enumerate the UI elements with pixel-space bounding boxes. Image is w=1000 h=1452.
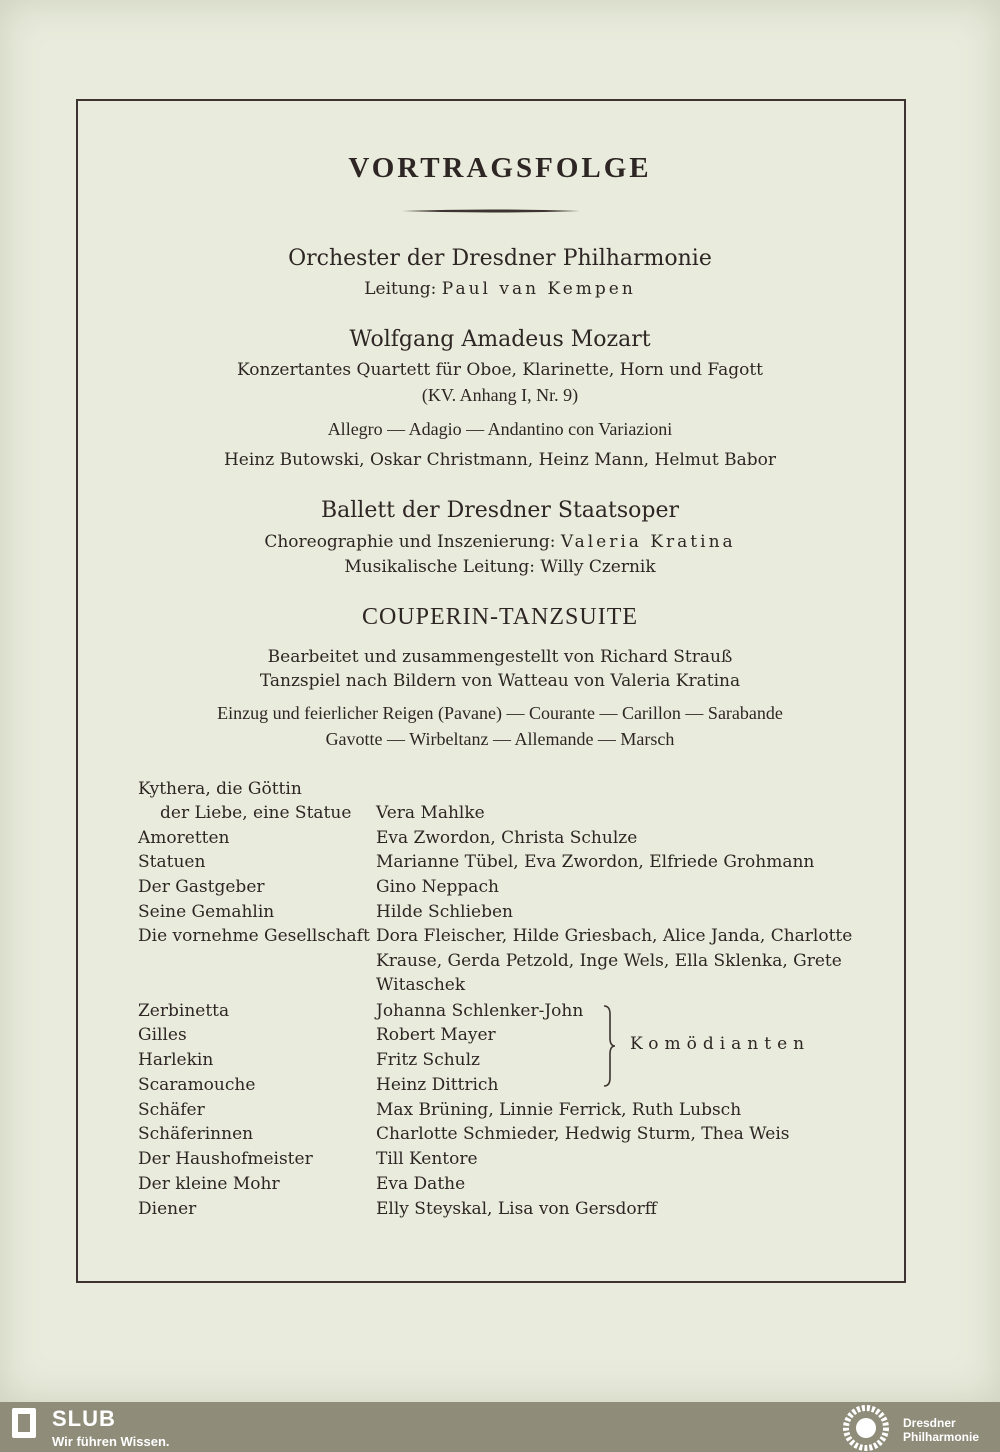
cast-dancer: Eva Dathe	[376, 1174, 466, 1194]
cast-dancer: Eva Zwordon, Christa Schulze	[376, 828, 638, 848]
suite-tanzspiel: Tanzspiel nach Bildern von Watteau von Valeria Kratina	[259, 671, 741, 691]
cast-role: Der Gastgeber	[138, 877, 265, 897]
cast-dancer: Johanna Schlenker-John	[376, 1001, 584, 1021]
slub-name: SLUB	[52, 1406, 116, 1431]
cast-dancer: Till Kentore	[376, 1149, 478, 1169]
musical-label: Musikalische Leitung:	[344, 557, 535, 577]
choreographer-name: Valeria Kratina	[560, 532, 736, 552]
cast-dancer: Charlotte Schmieder, Hedwig Sturm, Thea Weis	[376, 1124, 790, 1144]
cast-dancer: Hilde Schlieben	[376, 902, 513, 922]
cast-dancer: Dora Fleischer, Hilde Griesbach, Alice Janda, Charlotte	[376, 926, 853, 946]
cast-role: Die vornehme Gesellschaft	[138, 926, 370, 946]
ballet-name: Ballett der Dresdner Staatsoper	[320, 498, 680, 523]
cast-dancer: Vera Mahlke	[376, 803, 485, 823]
komoedianten-label: Komödianten	[630, 1034, 811, 1054]
conductor-name: Paul van Kempen	[441, 279, 636, 299]
cast-role: Zerbinetta	[138, 1001, 230, 1021]
work-title: Konzertantes Quartett für Oboe, Klarinette, Horn und Fagott	[237, 360, 763, 380]
cast-role: Gilles	[138, 1025, 187, 1045]
suite-title: COUPERIN-TANZSUITE	[361, 604, 639, 630]
musical-direction-line	[0, 557, 1000, 577]
cast-role: Der kleine Mohr	[138, 1174, 280, 1194]
cast-dancer: Elly Steyskal, Lisa von Gersdorff	[376, 1199, 657, 1219]
orchestra-name: Orchester der Dresdner Philharmonie	[288, 246, 712, 271]
philharmonie-line1: Dresdner	[903, 1416, 956, 1430]
slub-tagline: Wir führen Wissen.	[52, 1434, 170, 1449]
soloists: Heinz Butowski, Oskar Christmann, Heinz Mann, Helmut Babor	[223, 450, 776, 470]
work-catalog: (KV. Anhang I, Nr. 9)	[421, 385, 579, 405]
philharmonie-name	[903, 1416, 979, 1444]
leitung-label: Leitung:	[364, 279, 437, 299]
title-ornament-rule	[402, 209, 580, 213]
slub-logo-icon	[10, 1406, 40, 1442]
cast-role: Scaramouche	[138, 1075, 256, 1095]
cast-role: Statuen	[138, 852, 206, 872]
cast-dancer: Heinz Dittrich	[376, 1075, 499, 1095]
cast-dancer: Witaschek	[376, 975, 466, 995]
right-brace	[600, 1004, 616, 1088]
cast-role: Kythera, die Göttin	[138, 779, 302, 799]
composer-name: Wolfgang Amadeus Mozart	[349, 327, 651, 352]
suite-dances-line2: Gavotte — Wirbeltanz — Allemande — Marsch	[325, 729, 675, 749]
cast-role: Harlekin	[138, 1050, 214, 1070]
cast-dancer: Robert Mayer	[376, 1025, 496, 1045]
cast-dancer: Max Brüning, Linnie Ferrick, Ruth Lubsch	[376, 1100, 742, 1120]
cast-role: der Liebe, eine Statue	[160, 803, 352, 823]
cast-role: Diener	[138, 1199, 197, 1219]
cast-dancer: Krause, Gerda Petzold, Inge Wels, Ella Sklenka, Grete	[376, 951, 842, 971]
cast-role: Der Haushofmeister	[138, 1149, 313, 1169]
cast-dancer: Gino Neppach	[376, 877, 499, 897]
suite-dances-line1: Einzug und feierlicher Reigen (Pavane) — Courante — Carillon — Sarabande	[217, 703, 783, 723]
cast-dancer: Fritz Schulz	[376, 1050, 481, 1070]
cast-role: Schäfer	[138, 1100, 205, 1120]
philharmonie-logo-icon	[840, 1404, 892, 1452]
cast-role: Schäferinnen	[138, 1124, 254, 1144]
philharmonie-line2: Philharmonie	[903, 1430, 980, 1444]
musical-director-name: Willy Czernik	[540, 557, 656, 577]
work-movements: Allegro — Adagio — Andantino con Variazioni	[327, 419, 673, 439]
page-title: VORTRAGSFOLGE	[348, 152, 652, 184]
choreo-label: Choreographie und Inszenierung:	[264, 532, 556, 552]
orchestra-leitung	[0, 279, 1000, 299]
choreography-line	[0, 532, 1000, 552]
cast-role: Amoretten	[138, 828, 230, 848]
cast-dancer: Marianne Tübel, Eva Zwordon, Elfriede Grohmann	[376, 852, 815, 872]
suite-arranged: Bearbeitet und zusammengestellt von Richard Strauß	[267, 647, 733, 667]
cast-role: Seine Gemahlin	[138, 902, 275, 922]
